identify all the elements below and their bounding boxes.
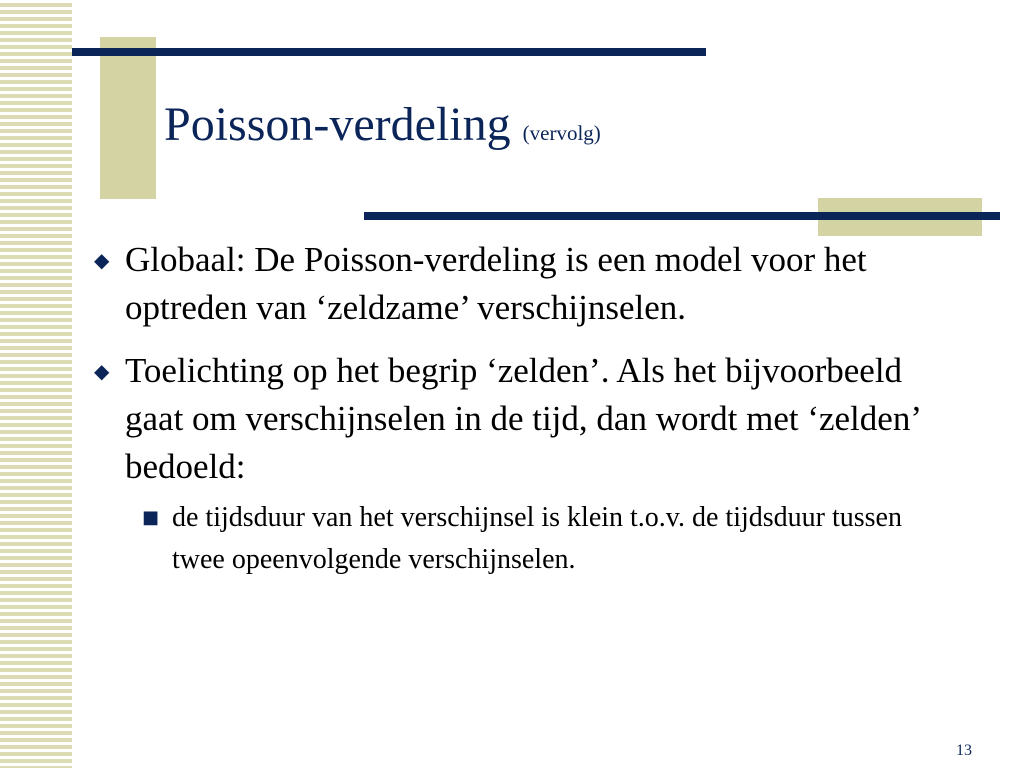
sub-bullet-item	[125, 497, 952, 581]
square-bullet-icon: ■	[142, 507, 160, 528]
decorative-line-bottom	[364, 212, 1000, 220]
bullet-text: Toelichting op het begrip ‘zelden’. Als het bijvoorbeeld gaat om verschijnselen in de tijd, dan wordt met ‘zelden’ bedoeld:	[125, 351, 920, 486]
bullet-list	[92, 236, 952, 596]
sub-bullet-list	[125, 497, 952, 581]
decorative-block-top	[100, 37, 156, 199]
decorative-line-top	[72, 48, 706, 56]
bullet-text: Globaal: De Poisson-verdeling is een model voor het optreden van ‘zeldzame’ verschijnselen.	[125, 240, 867, 327]
slide-title	[164, 95, 601, 163]
sub-bullet-text: de tijdsduur van het verschijnsel is klein t.o.v. de tijdsduur tussen twee opeenvolgende verschijnselen.	[172, 502, 902, 575]
decorative-stripes	[0, 0, 72, 768]
diamond-bullet-icon: ◆	[94, 248, 110, 272]
slide-title-text: Poisson-verdeling	[164, 98, 511, 151]
page-number: 13	[956, 742, 972, 759]
bullet-item	[92, 347, 952, 581]
slide-subtitle: (vervolg)	[522, 121, 601, 145]
diamond-bullet-icon: ◆	[94, 359, 110, 383]
bullet-item	[92, 236, 952, 332]
